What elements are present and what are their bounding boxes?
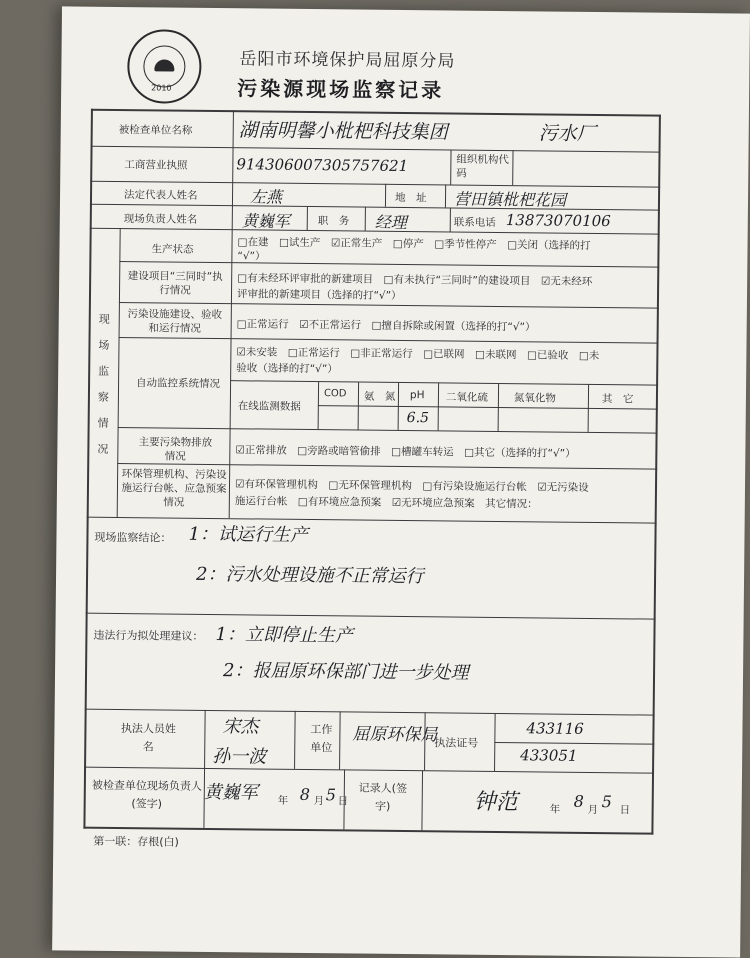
suggestion-item-2: 2：报屈原环保部门进一步处理	[222, 660, 469, 684]
phone-label: 联系电话	[453, 216, 496, 229]
suggestion-label: 违法行为拟处理建议：	[93, 628, 204, 643]
management-label: 环保管理机构、污染设施运行台帐、应急预案情况	[121, 468, 227, 509]
legal-rep-label: 法定代表人姓名	[123, 189, 198, 202]
auto-monitor-line-2: 验收（选择的打“√”）	[236, 362, 338, 376]
site-lead-label: 现场负责人姓名	[123, 213, 198, 226]
duty-value: 经理	[374, 212, 407, 233]
date1-month-label: 月	[313, 795, 325, 808]
construction-line-1: □有未经环评审批的新建项目 □有未执行“三同时”的建设项目 ☑无未经环	[237, 272, 593, 288]
conclusion-label: 现场监察结论：	[94, 530, 172, 545]
discharge-label: 主要污染物排放情况	[138, 436, 213, 463]
recorder-signature: 钟范	[473, 789, 518, 816]
site-lead-value: 黄巍军	[241, 211, 290, 231]
conclusion-item-2: 2：污水处理设施不正常运行	[195, 563, 424, 588]
date1-day: 5	[325, 785, 337, 805]
col-ammonia: 氨 氮	[363, 390, 396, 403]
date2-day: 5	[601, 792, 613, 812]
date1-year-label: 年	[277, 794, 289, 807]
cert-number-2: 433051	[520, 746, 578, 765]
discharge-line-1: ☑正常排放 □旁路或暗管偷排 □槽罐车转运 □其它（选择的打“√”）	[235, 444, 576, 460]
col-so2: 二氧化硫	[445, 391, 489, 404]
auto-monitor-line-1: ☑未安装 □正常运行 □非正常运行 □已联网 □未联网 □已验收 □未	[236, 346, 600, 363]
conclusion-item-1: 1：试运行生产	[188, 523, 309, 547]
auto-monitor-label: 自动监控系统情况	[136, 377, 221, 391]
management-line-1: ☑有环保管理机构 □无环保管理机构 □有污染设施运行台帐 ☑无污染设	[234, 478, 589, 494]
officer-name-1: 宋杰	[222, 716, 259, 738]
date2-day-label: 日	[619, 804, 631, 817]
col-cod: COD	[323, 388, 347, 400]
facility-label: 污染设施建设、验收和运行情况	[127, 308, 223, 335]
seal-year: 2010	[151, 83, 172, 93]
address-label: 地 址	[394, 191, 427, 205]
production-label: 生产状态	[151, 243, 194, 256]
cert-number-label: 执法证号	[434, 736, 479, 750]
date2-year-label: 年	[549, 803, 561, 816]
agency-name: 岳阳市环境保护局屈原分局	[239, 49, 456, 72]
unit-name-value-2: 污水厂	[538, 122, 596, 145]
document-title: 污染源现场监察记录	[237, 76, 445, 103]
phone-value: 13873070106	[505, 211, 611, 231]
cert-number-1: 433116	[526, 719, 584, 738]
license-label: 工商营业执照	[124, 159, 188, 172]
address-value: 营田镇枇杷花园	[453, 189, 567, 210]
side-label-onsite-inspection: 现场监察情况	[97, 312, 110, 456]
production-options-2: “√”）	[237, 250, 266, 263]
date1-month: 8	[299, 784, 311, 805]
footer-copy-label: 第一联：存根(白)	[93, 834, 179, 849]
suggestion-item-1: 1：立即停止生产	[215, 624, 354, 647]
license-value: 914306007305757621	[236, 155, 409, 176]
col-other: 其 它	[601, 393, 634, 406]
legal-rep-value: 左燕	[249, 187, 283, 207]
date1-day-label: 日	[337, 795, 349, 808]
facility-line-1: □正常运行 ☑不正常运行 □擅自拆除或闲置（选择的打“√”）	[236, 318, 536, 334]
responsible-signature: 黄巍军	[203, 781, 258, 804]
duty-label: 职 务	[317, 215, 350, 228]
officers-label: 执法人员姓名	[120, 722, 177, 754]
work-unit-label: 工作单位	[310, 723, 333, 755]
construction-label: 建设项目“三同时”执行情况	[127, 270, 223, 297]
construction-line-2: 评审批的新建项目（选择的打“√”）	[236, 288, 402, 302]
unit-name-label: 被检查单位名称	[118, 123, 193, 137]
ph-value: 6.5	[406, 410, 430, 427]
officer-name-2: 孙一波	[212, 746, 267, 768]
online-monitor-label: 在线监测数据	[237, 400, 301, 413]
inspection-record-sheet	[52, 6, 750, 957]
col-ph: pH	[409, 389, 425, 402]
production-options: □在建 □试生产 ☑正常生产 □停产 □季节性停产 □关闭（选择的打	[237, 236, 591, 252]
date2-month-label: 月	[587, 803, 599, 817]
management-line-2: 施运行台帐 □有环境应急预案 ☑无环境应急预案 其它情况：	[234, 495, 538, 511]
work-unit-value: 屈原环保局	[352, 724, 438, 746]
recorder-label: 记录人(签字)	[358, 781, 408, 813]
responsible-signature-label: 被检查单位现场负责人(签字)	[91, 778, 202, 811]
org-code-label: 组织机构代码	[456, 153, 509, 180]
agency-seal	[127, 29, 202, 104]
unit-name-value: 湖南明馨小枇杷科技集团	[238, 119, 448, 144]
col-nox: 氮氧化物	[513, 392, 557, 405]
date2-month: 8	[573, 791, 585, 811]
